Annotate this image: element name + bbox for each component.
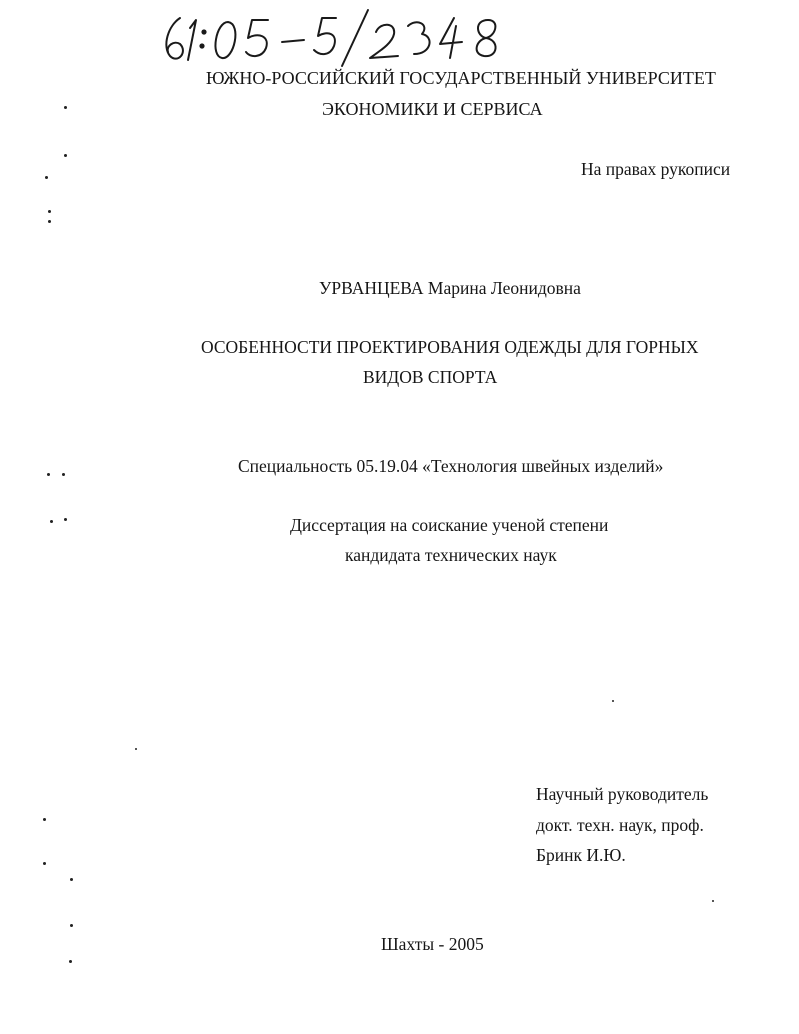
- handwritten-catalog-number: [158, 6, 518, 68]
- university-name-line1: ЮЖНО-РОССИЙСКИЙ ГОСУДАРСТВЕННЫЙ УНИВЕРСИТЕТ: [206, 68, 716, 88]
- scan-speck: [50, 520, 53, 523]
- scan-speck: [612, 700, 614, 702]
- scan-speck: [48, 220, 51, 223]
- scan-speck: [62, 473, 65, 476]
- scan-speck: [47, 473, 50, 476]
- scan-speck: [43, 818, 46, 821]
- scan-speck: [712, 900, 714, 902]
- city-year: Шахты - 2005: [381, 934, 484, 954]
- thesis-title-line2: ВИДОВ СПОРТА: [363, 367, 498, 387]
- scan-speck: [70, 878, 73, 881]
- university-name-line2: ЭКОНОМИКИ И СЕРВИСА: [322, 99, 543, 119]
- author-name: УРВАНЦЕВА Марина Леонидовна: [319, 278, 581, 298]
- supervisor-label: Научный руководитель: [536, 784, 709, 804]
- rights-note: На правах рукописи: [581, 159, 731, 179]
- specialty: Специальность 05.19.04 «Технология швейных изделий»: [238, 456, 664, 476]
- dissertation-line1: Диссертация на соискание ученой степени: [290, 515, 609, 535]
- supervisor-name: Бринк И.Ю.: [536, 845, 626, 865]
- dissertation-line2: кандидата технических наук: [345, 545, 557, 565]
- scan-speck: [48, 210, 51, 213]
- scan-speck: [45, 176, 48, 179]
- scan-speck: [64, 106, 67, 109]
- supervisor-degree: докт. техн. наук, проф.: [536, 815, 704, 835]
- scan-speck: [64, 154, 67, 157]
- scan-speck: [70, 924, 73, 927]
- scan-speck: [64, 518, 67, 521]
- scan-speck: [135, 748, 137, 750]
- scan-speck: [69, 960, 72, 963]
- scan-speck: [43, 862, 46, 865]
- thesis-title-line1: ОСОБЕННОСТИ ПРОЕКТИРОВАНИЯ ОДЕЖДЫ ДЛЯ ГОРНЫХ: [201, 337, 699, 357]
